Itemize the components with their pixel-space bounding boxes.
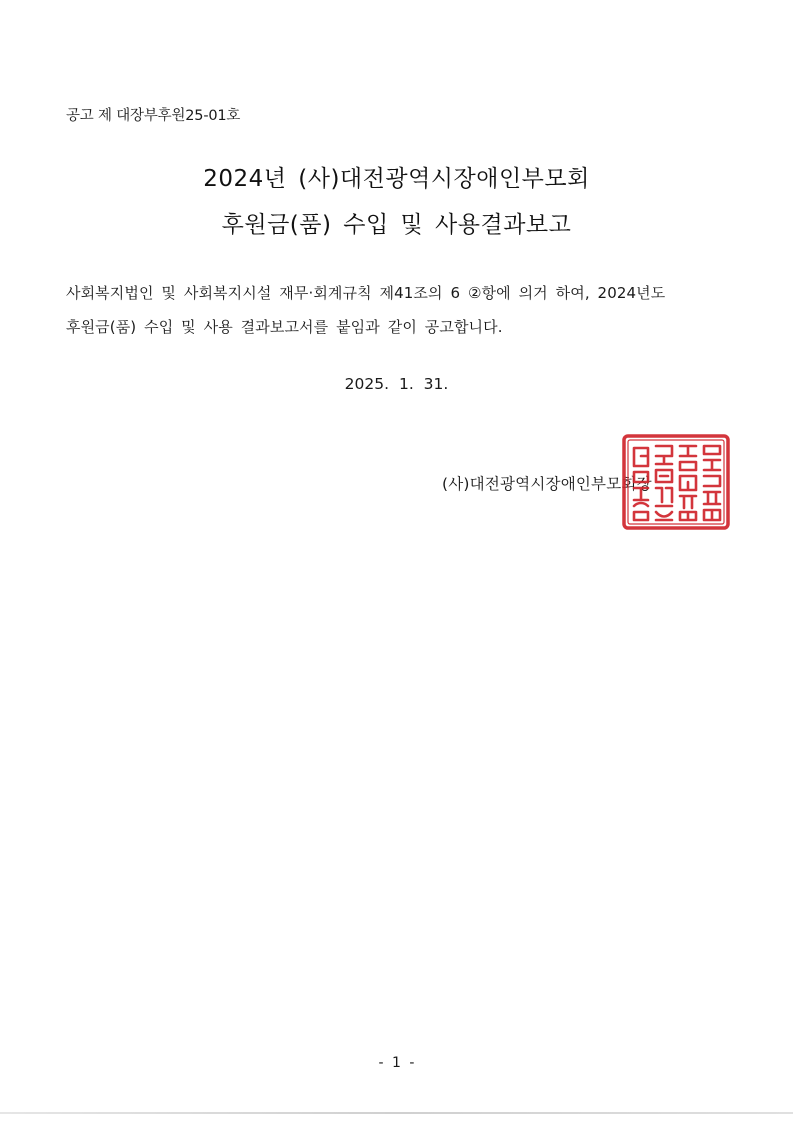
signer-name: (사)대전광역시장애인부모회장 bbox=[442, 475, 652, 493]
notice-date: 2025. 1. 31. bbox=[344, 375, 449, 393]
document-title-line2: 후원금(품) 수입 및 사용결과보고 bbox=[221, 212, 572, 238]
page-number: - 1 - bbox=[378, 1055, 415, 1071]
body-line-1: 사회복지법인 및 사회복지시설 재무·회계규칙 제41조의 6 ②항에 의거 하여, 2024년도 bbox=[66, 284, 666, 302]
body-line-2: 후원금(품) 수입 및 사용 결과보고서를 붙임과 같이 공고합니다. bbox=[66, 318, 503, 336]
notice-number: 공고 제 대장부후원25-01호 bbox=[66, 108, 241, 124]
scan-edge-divider bbox=[0, 1112, 793, 1114]
official-seal-icon bbox=[622, 434, 730, 530]
document-title-line1: 2024년 (사)대전광역시장애인부모회 bbox=[203, 166, 590, 192]
body-paragraph bbox=[66, 276, 746, 344]
